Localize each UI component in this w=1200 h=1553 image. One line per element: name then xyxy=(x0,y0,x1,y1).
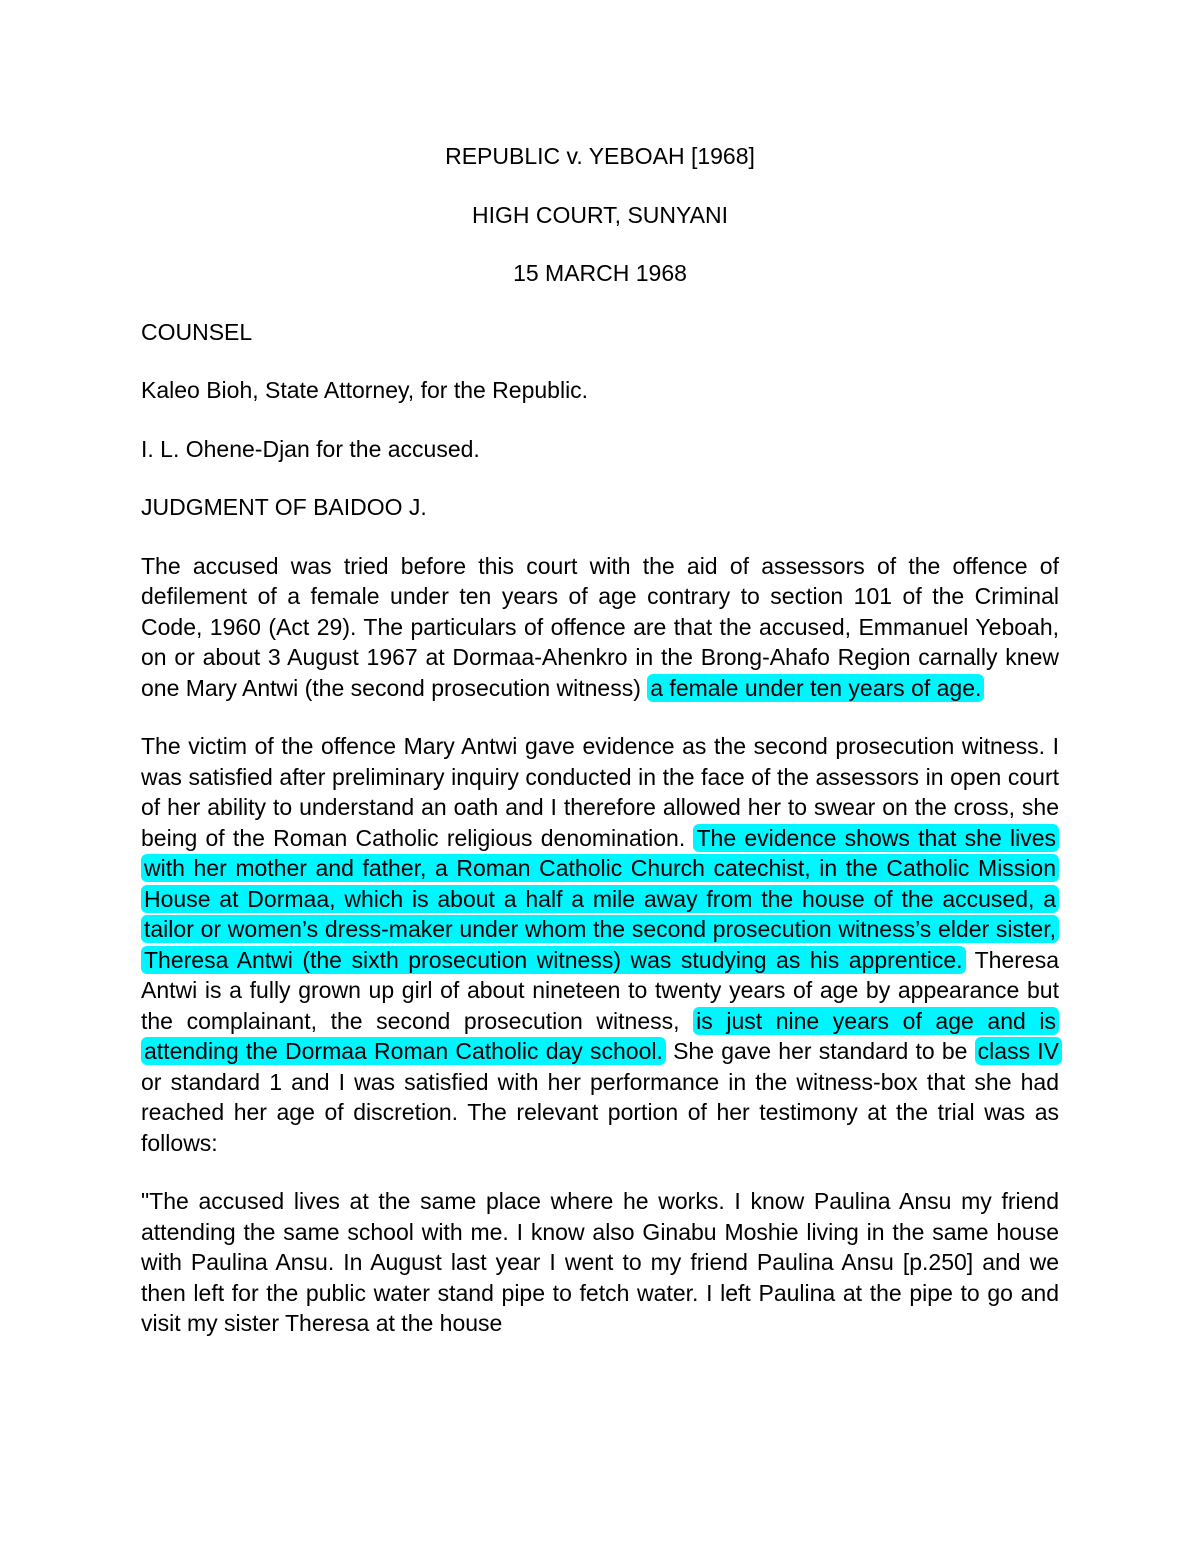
paragraph-testimony: "The accused lives at the same place where he works. I know Paulina Ansu my friend attending the same school with me. I know also Ginabu Moshie living in the same house with Paulina Ansu. In August last year I went to my friend Paulina Ansu [p.250] and we then left for the public water stand pipe to fetch water. I left Paulina at the pipe to go and visit my sister Theresa at the house xyxy=(141,1188,1059,1336)
paragraph-charge xyxy=(141,551,1059,704)
paragraph-text: She gave her standard to be xyxy=(673,1038,968,1064)
paragraph-text: The victim of the offence Mary Antwi gave evidence as the second prosecution witness. I was satisfied after preliminary inquiry conducted in the face of the assessors in open court of her ability to understand an oath and I therefore allowed her to swear on the cross, she being of the Roman Catholic religious denomination. xyxy=(141,733,1059,851)
highlighted-text: is just nine years of age and is attending the Dormaa Roman Catholic day school. xyxy=(141,1007,1059,1066)
paragraph-text: The accused was tried before this court with the aid of assessors of the offence of defilement of a female under ten years of age contrary to section 101 of the Criminal Code, 1960 (Act 29). The particulars of offence are that the accused, Emmanuel Yeboah, on or about 3 August 1967 at Dormaa-Ahenkro in the Brong-Ahafo Region carnally knew one Mary Antwi (the second prosecution witness) xyxy=(141,552,1059,701)
highlighted-text: a female under ten years of age. xyxy=(647,674,984,702)
paragraph-victim xyxy=(141,731,1059,1158)
paragraph-text: Theresa Antwi is a fully grown up girl of about nineteen to twenty years of age by appearance but the complainant, the second prosecution witness, xyxy=(141,946,1059,1034)
paragraph-text: or standard 1 and I was satisfied with her performance in the witness-box that she had reached her age of discretion. The relevant portion of her testimony at the trial was as follows: xyxy=(141,1068,1059,1156)
counsel-republic: Kaleo Bioh, State Attorney, for the Republic. xyxy=(141,377,589,403)
highlighted-text: class IV xyxy=(975,1037,1062,1065)
counsel-accused: I. L. Ohene-Djan for the accused. xyxy=(141,435,480,462)
highlighted-text: The evidence shows that she lives with her mother and father, a Roman Catholic Church catechist, in the Catholic Mission House at Dormaa, which is about a half a mile away from the house of the accused, a tailor or women’s dress-maker under whom the second prosecution witness’s elder sister, Theresa Antwi (the sixth prosecution witness) was studying as his apprentice. xyxy=(141,824,1059,974)
judgment-date: 15 MARCH 1968 xyxy=(513,260,687,286)
judgment-heading: JUDGMENT OF BAIDOO J. xyxy=(141,494,427,520)
case-title: REPUBLIC v. YEBOAH [1968] xyxy=(445,143,755,169)
court-name: HIGH COURT, SUNYANI xyxy=(471,201,728,228)
counsel-heading: COUNSEL xyxy=(141,318,253,345)
